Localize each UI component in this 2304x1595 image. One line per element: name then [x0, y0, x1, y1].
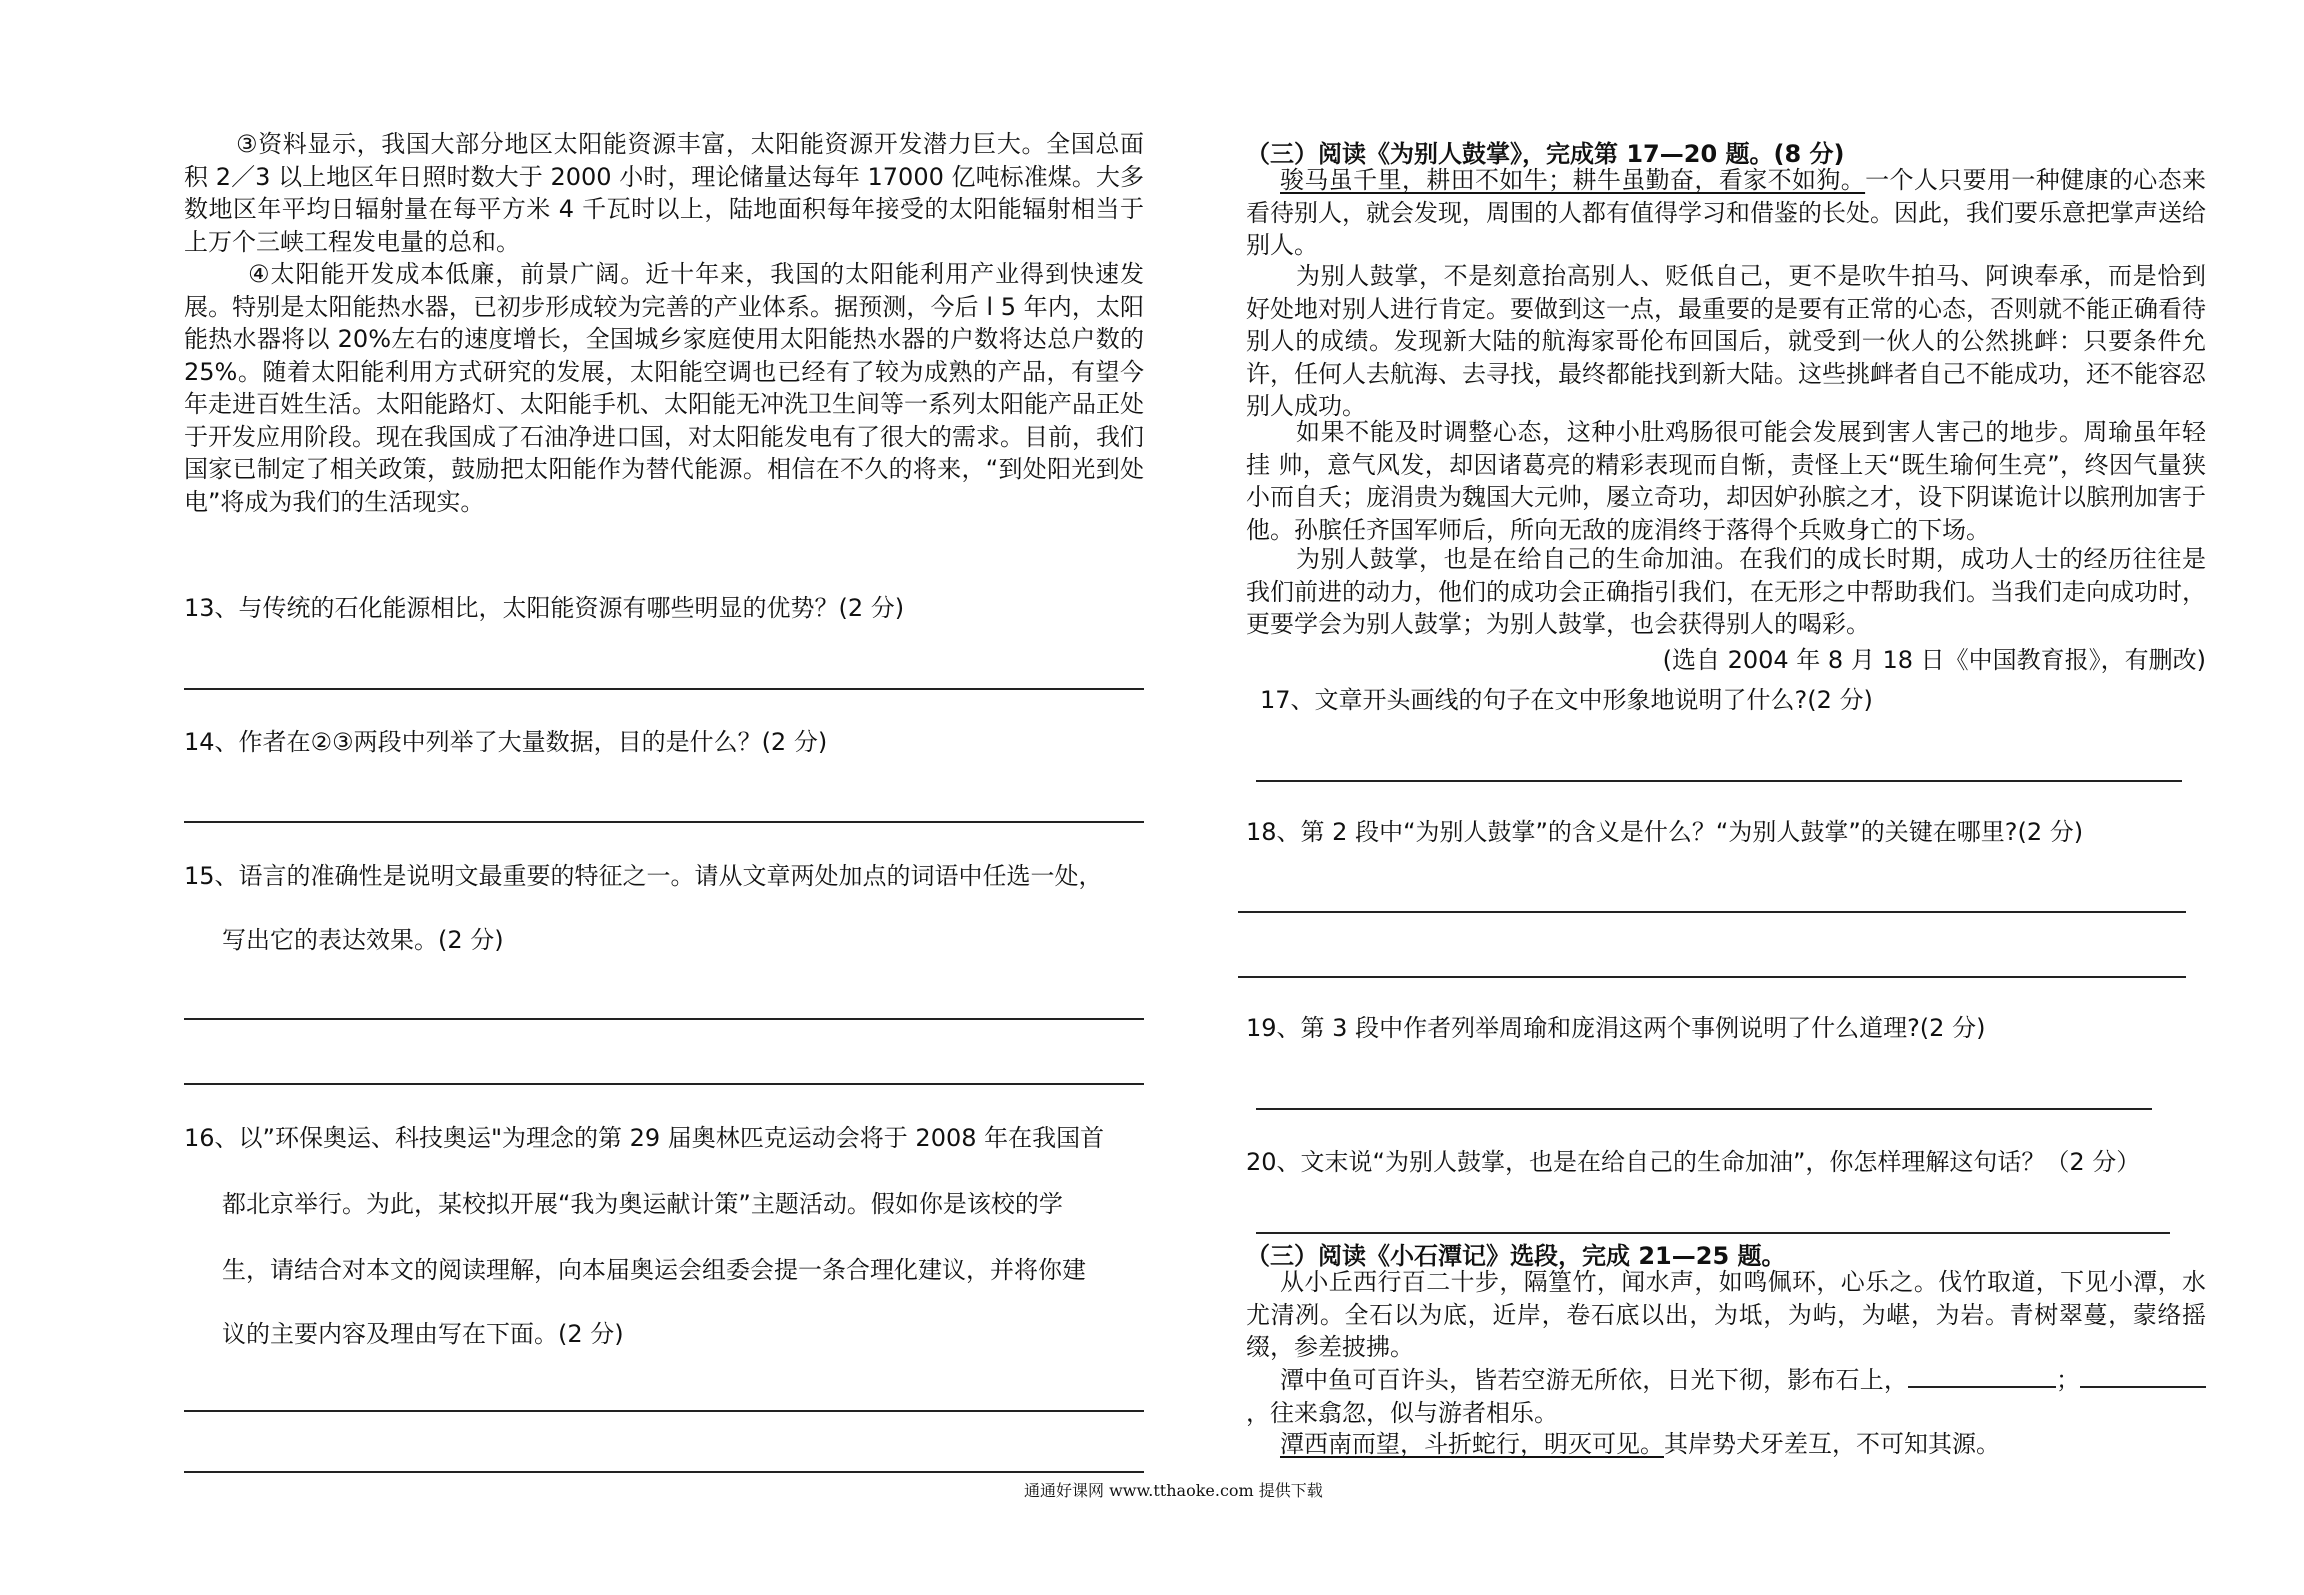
xiaoshitan-p3-rest: 其岸势犬牙差互，不可知其源。	[1664, 1430, 2000, 1458]
underlined-proverb: 骏马虽千里，耕田不如牛；耕牛虽勤奋，看家不如狗。	[1280, 166, 1866, 194]
section-title-xiaoshitan: （三）阅读《小石潭记》选段，完成 21—25 题。	[1246, 1242, 1786, 1270]
section-title-applause: （三）阅读《为别人鼓掌》，完成第 17—20 题。(8 分)	[1246, 140, 1845, 168]
underlined-sentence: 潭西南而望，斗折蛇行，明灭可见。	[1280, 1430, 1664, 1458]
source-citation: (选自 2004 年 8 月 18 日《中国教育报》，有删改)	[1662, 646, 2206, 674]
answer-line-15a[interactable]	[184, 1018, 1144, 1020]
question-16-line-4: 议的主要内容及理由写在下面。(2 分)	[222, 1320, 624, 1348]
applause-paragraph-3: 如果不能及时调整心态，这种小肚鸡肠很可能会发展到害人害己的地步。周瑜虽年轻挂 帅，意气风发，却因诸葛亮的精彩表现而自惭，责怪上天“既生瑜何生亮”，终因气量狭小而自夭；庞涓贵为魏国大元帅，屡立奇功，却因妒孙膑之才，设下阴谋诡计以膑刑加害于他。孙膑任齐国军师后，所向无敌的庞涓终于落得个兵败身亡的下场。	[1246, 418, 2206, 544]
answer-line-14[interactable]	[184, 821, 1144, 823]
paragraph-3: ③资料显示，我国大部分地区太阳能资源丰富，太阳能资源开发潜力巨大。全国总面积 2／3 以上地区年日照时数大于 2000 小时，理论储量达每年 17000 亿吨标准煤。大多数地区年平均日辐射量在每平方米 4 千瓦时以上，陆地面积每年接受的太阳能辐射相当于上万个三峡工程发电量的总和。	[184, 130, 1144, 256]
answer-line-20[interactable]	[1256, 1232, 2170, 1234]
question-15-line-1: 15、语言的准确性是说明文最重要的特征之一。请从文章两处加点的词语中任选一处，	[184, 862, 1103, 890]
question-17: 17、文章开头画线的句子在文中形象地说明了什么?(2 分)	[1260, 686, 1873, 714]
applause-paragraph-4: 为别人鼓掌，也是在给自己的生命加油。在我们的成长时期，成功人士的经历往往是我们前进的动力，他们的成功会正确指引我们，在无形之中帮助我们。当我们走向成功时，更要学会为别人鼓掌；为别人鼓掌，也会获得别人的喝彩。	[1246, 545, 2206, 638]
answer-line-19[interactable]	[1256, 1108, 2152, 1110]
question-18: 18、第 2 段中“为别人鼓掌”的含义是什么？“为别人鼓掌”的关键在哪里?(2 分)	[1246, 818, 2084, 846]
question-16-line-1: 16、以”环保奥运、科技奥运"为理念的第 29 届奥林匹克运动会将于 2008 年在我国首	[184, 1124, 1105, 1152]
question-13: 13、与传统的石化能源相比，太阳能资源有哪些明显的优势？(2 分)	[184, 594, 905, 622]
applause-paragraph-1-rest: 一个人只要用一种健康的心态来看待别人，就会发现，周围的人都有值得学习和借鉴的长处。因此，我们要乐意把掌声送给别人。	[1246, 166, 2207, 259]
answer-line-17[interactable]	[1256, 780, 2182, 782]
fill-blank-2[interactable]	[2080, 1364, 2206, 1388]
fill-blank-1[interactable]	[1908, 1364, 2056, 1388]
answer-line-16a[interactable]	[184, 1410, 1144, 1412]
question-15-line-2: 写出它的表达效果。(2 分)	[222, 926, 504, 954]
answer-line-16b[interactable]	[184, 1471, 1144, 1473]
applause-paragraph-2: 为别人鼓掌，不是刻意抬高别人、贬低自己，更不是吹牛拍马、阿谀奉承，而是恰到好处地对别人进行肯定。要做到这一点，最重要的是要有正常的心态，否则就不能正确看待别人的成绩。发现新大陆的航海家哥伦布回国后，就受到一伙人的公然挑衅：只要条件允许，任何人去航海、去寻找，最终都能找到新大陆。这些挑衅者自己不能成功，还不能容忍别人成功。	[1246, 262, 2206, 420]
answer-line-13[interactable]	[184, 688, 1144, 690]
xiaoshitan-p2-text-2: 往来翕忽，似与游者相乐。	[1270, 1398, 1558, 1427]
xiaoshitan-paragraph-2	[1246, 1364, 2206, 1429]
question-16-line-3: 生，请结合对本文的阅读理解，向本届奥运会组委会提一条合理化建议，并将你建	[222, 1256, 1086, 1284]
applause-paragraph-1	[1246, 164, 2206, 262]
footer-credit: 通通好课网 www.tthaoke.com 提供下载	[1024, 1481, 1323, 1500]
question-14: 14、作者在②③两段中列举了大量数据，目的是什么？(2 分)	[184, 728, 828, 756]
blank-separator: ；	[2056, 1366, 2080, 1394]
question-19: 19、第 3 段中作者列举周瑜和庞涓这两个事例说明了什么道理?(2 分)	[1246, 1014, 1986, 1042]
xiaoshitan-p2-text: 潭中鱼可百许头，皆若空游无所依，日光下彻，影布石上，	[1280, 1366, 1908, 1394]
xiaoshitan-paragraph-3	[1246, 1428, 2206, 1461]
answer-line-15b[interactable]	[184, 1083, 1144, 1085]
answer-line-18b[interactable]	[1238, 976, 2186, 978]
blank-end-comma: ，	[1246, 1398, 1270, 1427]
xiaoshitan-paragraph-1: 从小丘西行百二十步，隔篁竹，闻水声，如鸣佩环，心乐之。伐竹取道，下见小潭，水尤清冽。全石以为底，近岸，卷石底以出，为坻，为屿，为嵁，为岩。青树翠蔓，蒙络摇缀，参差披拂。	[1246, 1268, 2206, 1361]
question-20: 20、文末说“为别人鼓掌，也是在给自己的生命加油”，你怎样理解这句话？（2 分）	[1246, 1148, 2141, 1176]
paragraph-4: ④太阳能开发成本低廉，前景广阔。近十年来，我国的太阳能利用产业得到快速发展。特别是太阳能热水器，已初步形成较为完善的产业体系。据预测，今后 l 5 年内，太阳能热水器将以 20%左右的速度增长，全国城乡家庭使用太阳能热水器的户数将达总户数的 25%。随着太阳能利用方式研究的发展，太阳能空调也已经有了较为成熟的产品，有望今年走进百姓生活。太阳能路灯、太阳能手机、太阳能无冲洗卫生间等一系列太阳能产品正处于开发应用阶段。现在我国成了石油净进口国，对太阳能发电有了很大的需求。目前，我们国家已制定了相关政策，鼓励把太阳能作为替代能源。相信在不久的将来，“到处阳光到处电”将成为我们的生活现实。	[184, 260, 1144, 516]
question-16-line-2: 都北京举行。为此，某校拟开展“我为奥运献计策”主题活动。假如你是该校的学	[222, 1190, 1063, 1218]
answer-line-18a[interactable]	[1238, 911, 2186, 913]
